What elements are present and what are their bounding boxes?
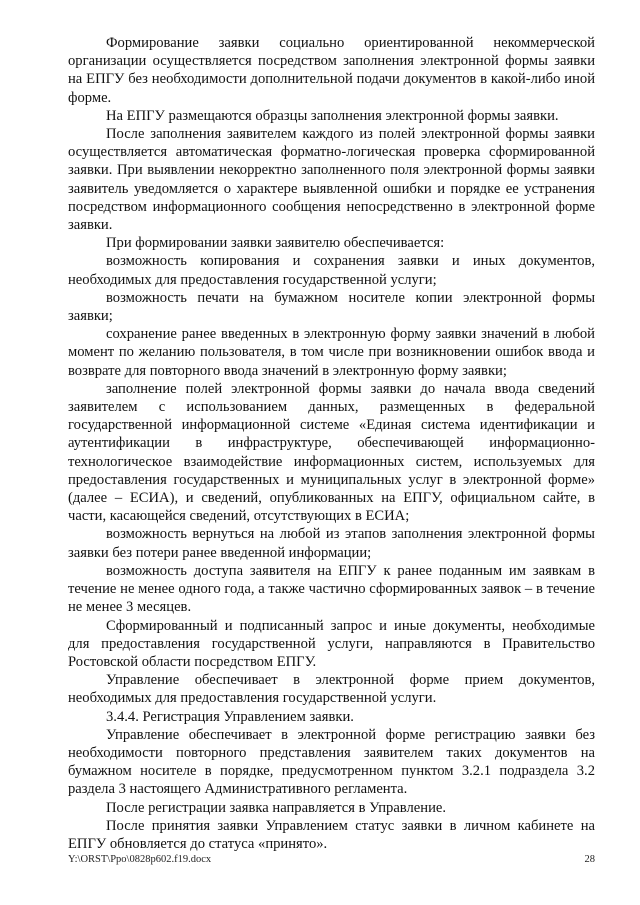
list-item: сохранение ранее введенных в электронную форму заявки значений в любой момент по желанию пользователя, в том числе при возникновении ошибок ввода и возврате для повторного ввода значений в электронную форму заявки;	[68, 326, 595, 379]
list-item: возможность печати на бумажном носителе копии электронной формы заявки;	[68, 289, 595, 325]
footer-file-path: Y:\ORST\Ppo\0828p602.f19.docx	[68, 854, 212, 865]
list-item: возможность доступа заявителя на ЕПГУ к ранее поданным им заявкам в течение не менее одного года, а также частично сформированных заявок – в течение не менее 3 месяцев.	[68, 562, 595, 616]
page-number: 28	[584, 854, 595, 865]
paragraph: При формировании заявки заявителю обеспечивается:	[106, 235, 445, 252]
section-heading: 3.4.4. Регистрация Управлением заявки.	[106, 708, 354, 725]
list-item: возможность вернуться на любой из этапов заполнения электронной формы заявки без потери ранее введенной информации;	[68, 526, 595, 561]
paragraph: Сформированный и подписанный запрос и иные документы, необходимые для предоставления государственной услуги, направляются в Правительство Ростовской области посредством ЕПГУ.	[68, 617, 595, 670]
paragraph: Формирование заявки социально ориентированной некоммерческой организации осуществляется посредством заполнения электронной формы заявки на ЕПГУ без необходимости дополнительной подачи документов в какой-либо иной форме.	[68, 35, 595, 106]
paragraph: После принятия заявки Управлением статус заявки в личном кабинете на ЕПГУ обновляется до статуса «принято».	[68, 817, 595, 852]
paragraph: После заполнения заявителем каждого из полей электронной формы заявки осуществляется автоматическая форматно-логическая проверка сформированной заявки. При выявлении некорректно заполненного поля электронной формы заявки заявитель уведомляется о характере выявленной ошибки и порядке ее устранения посредством информационного сообщения непосредственно в электронной форме заявки.	[68, 126, 595, 234]
list-item: возможность копирования и сохранения заявки и иных документов, необходимых для предоставления государственной услуги;	[68, 253, 595, 288]
paragraph: Управление обеспечивает в электронной форме регистрацию заявки без необходимости повторного представления заявителем таких документов на бумажном носителе в порядке, предусмотренном пунктом 3.2.1 подраздела 3.2 раздела 3 настоящего Административного регламента.	[68, 726, 595, 798]
list-item: заполнение полей электронной формы заявки до начала ввода сведений заявителем с использованием данных, размещенных в федеральной государственной информационной системе «Единая система идентификации и аутентификации в инфраструктуре, обеспечивающей информационно-технологическое взаимодействие информационных систем, используемых для предоставления государственных и муниципальных услуг в электронной форме» (далее – ЕСИА), и сведений, опубликованных на ЕПГУ, официальном сайте, в части, касающейся сведений, отсутствующих в ЕСИА;	[68, 380, 595, 525]
paragraph: Управление обеспечивает в электронной форме прием документов, необходимых для предоставления государственной услуги.	[68, 672, 595, 707]
document-page	[68, 34, 595, 853]
paragraph: На ЕПГУ размещаются образцы заполнения электронной формы заявки.	[106, 107, 559, 124]
paragraph: После регистрации заявка направляется в Управление.	[106, 799, 447, 816]
